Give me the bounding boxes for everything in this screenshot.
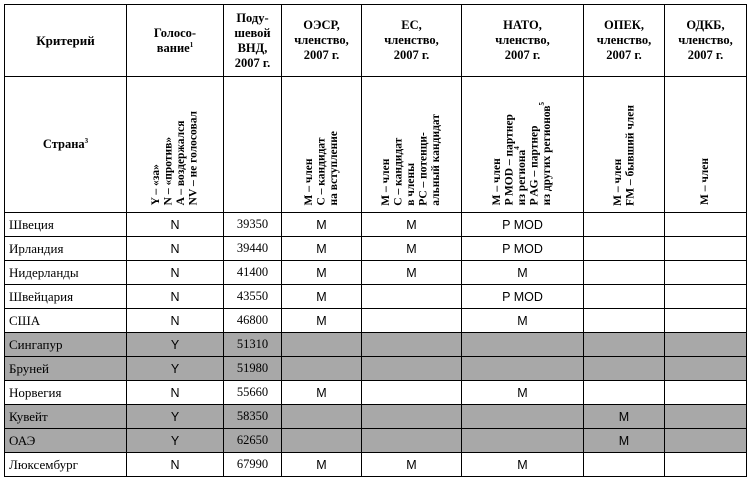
opec-legend <box>584 77 665 213</box>
csto-legend <box>665 77 747 213</box>
legend-line <box>513 102 529 206</box>
table-row <box>5 261 747 285</box>
nato-cell: M <box>462 261 584 285</box>
oecd-cell: M <box>282 213 362 237</box>
table-body <box>5 213 747 477</box>
gni-cell: 67990 <box>224 453 282 477</box>
table-row <box>5 453 747 477</box>
legend-line: NV – не голосовал <box>187 111 200 206</box>
eu-header-line: ЕС, <box>401 18 422 32</box>
opec-header-line: ОПЕК, <box>604 18 644 32</box>
opec-header <box>584 5 665 77</box>
nato-cell: M <box>462 381 584 405</box>
legend-row <box>5 77 747 213</box>
gni-cell: 41400 <box>224 261 282 285</box>
table-row <box>5 357 747 381</box>
nato-cell <box>462 429 584 453</box>
gni-header-line: ВНД, <box>237 40 268 55</box>
gni-cell: 43550 <box>224 285 282 309</box>
eu-cell: M <box>362 213 462 237</box>
legend-line: в члены <box>405 162 418 206</box>
nato-cell: P MOD <box>462 285 584 309</box>
legend-line: Y – «за» <box>150 164 162 206</box>
opec-cell <box>584 309 665 333</box>
country-header <box>5 77 127 213</box>
opec-cell <box>584 261 665 285</box>
table-row <box>5 405 747 429</box>
gni-header-line: Поду- <box>236 10 269 25</box>
legend-line: M – член <box>380 158 393 206</box>
country-header-label: Страна <box>42 137 85 151</box>
legend-line: C – кандидат <box>315 137 328 206</box>
oecd-cell <box>282 429 362 453</box>
eu-legend <box>362 77 462 213</box>
country-cell: ОАЭ <box>5 429 127 453</box>
nato-header-line: НАТО, <box>503 18 542 32</box>
opec-header-line: членство, <box>596 33 652 47</box>
eu-header-line: членство, <box>384 33 439 47</box>
legend-line: M – член <box>699 158 712 206</box>
legend-line: на вступление <box>327 131 340 206</box>
opec-cell <box>584 285 665 309</box>
country-cell: Швейцария <box>5 285 127 309</box>
opec-cell <box>584 357 665 381</box>
csto-header <box>665 5 747 77</box>
oecd-cell <box>282 357 362 381</box>
country-cell: Сингапур <box>5 333 127 357</box>
eu-cell: M <box>362 237 462 261</box>
eu-cell <box>362 405 462 429</box>
vote-cell: Y <box>127 333 224 357</box>
legend-line: M – член <box>491 158 504 206</box>
csto-cell <box>665 333 747 357</box>
eu-cell <box>362 357 462 381</box>
legend-line: C – кандидат <box>392 137 405 206</box>
vote-cell: N <box>127 381 224 405</box>
gni-header-line: шевой <box>234 25 271 40</box>
data-table <box>4 4 747 477</box>
eu-cell <box>362 309 462 333</box>
vote-cell: Y <box>127 405 224 429</box>
legend-line: P AG – партнер <box>528 125 541 206</box>
eu-cell <box>362 333 462 357</box>
gni-cell: 39440 <box>224 237 282 261</box>
csto-cell <box>665 213 747 237</box>
oecd-header-line: ОЭСР, <box>303 18 340 32</box>
vote-cell: N <box>127 261 224 285</box>
opec-cell: M <box>584 429 665 453</box>
table-row <box>5 309 747 333</box>
vote-cell: Y <box>127 357 224 381</box>
table-row <box>5 285 747 309</box>
country-cell: Норвегия <box>5 381 127 405</box>
gni-cell: 62650 <box>224 429 282 453</box>
table-row <box>5 213 747 237</box>
vote-cell: N <box>127 453 224 477</box>
csto-cell <box>665 381 747 405</box>
csto-cell <box>665 405 747 429</box>
csto-cell <box>665 309 747 333</box>
eu-header-line: 2007 г. <box>393 48 430 62</box>
gni-cell: 39350 <box>224 213 282 237</box>
oecd-cell: M <box>282 261 362 285</box>
nato-cell: P MOD <box>462 213 584 237</box>
eu-header <box>362 5 462 77</box>
legend-line: M – член <box>302 158 315 206</box>
nato-header <box>462 5 584 77</box>
oecd-header-line: 2007 г. <box>303 48 340 62</box>
nato-cell: P MOD <box>462 237 584 261</box>
vote-header: Голосо- вание$^1$ <box>127 5 224 77</box>
legend-line <box>538 102 554 206</box>
gni-cell: 51310 <box>224 333 282 357</box>
gni-header-line: 2007 г. <box>234 55 271 70</box>
country-cell: Бруней <box>5 357 127 381</box>
oecd-cell: M <box>282 285 362 309</box>
legend-line-text: из региона <box>516 149 529 206</box>
csto-cell <box>665 357 747 381</box>
table-row <box>5 429 747 453</box>
oecd-header-line: членство, <box>294 33 349 47</box>
opec-cell <box>584 453 665 477</box>
oecd-legend <box>282 77 362 213</box>
country-cell: Швеция <box>5 213 127 237</box>
vote-legend <box>127 77 224 213</box>
vote-cell: N <box>127 285 224 309</box>
nato-cell <box>462 333 584 357</box>
oecd-header <box>282 5 362 77</box>
oecd-cell: M <box>282 237 362 261</box>
vote-cell: N <box>127 213 224 237</box>
csto-header-line: ОДКБ, <box>686 18 725 32</box>
country-header-sup: 3 <box>84 136 89 145</box>
table-row <box>5 381 747 405</box>
country-cell: Кувейт <box>5 405 127 429</box>
csto-header-line: 2007 г. <box>687 48 724 62</box>
legend-line: A – воздержался <box>175 120 187 206</box>
country-cell: Нидерланды <box>5 261 127 285</box>
oecd-cell <box>282 333 362 357</box>
opec-cell <box>584 237 665 261</box>
gni-cell: 46800 <box>224 309 282 333</box>
eu-cell <box>362 429 462 453</box>
opec-header-line: 2007 г. <box>606 48 642 62</box>
oecd-cell <box>282 405 362 429</box>
vote-cell: N <box>127 237 224 261</box>
criterion-header: Критерий <box>5 5 127 77</box>
legend-line: P MOD – партнер <box>503 114 516 206</box>
gni-legend <box>224 77 282 213</box>
gni-cell: 55660 <box>224 381 282 405</box>
csto-cell <box>665 429 747 453</box>
header-row <box>5 5 747 77</box>
legend-line: N – «против» <box>162 137 175 206</box>
csto-header-line: членство, <box>678 33 733 47</box>
legend-line-text: из других регионов <box>541 105 554 206</box>
gni-cell: 51980 <box>224 357 282 381</box>
table-row <box>5 333 747 357</box>
vote-cell: N <box>127 309 224 333</box>
oecd-cell: M <box>282 381 362 405</box>
gni-cell: 58350 <box>224 405 282 429</box>
country-cell: США <box>5 309 127 333</box>
country-cell: Люксембург <box>5 453 127 477</box>
legend-sup: 5 <box>538 102 547 106</box>
nato-legend <box>462 77 584 213</box>
legend-sup: 4 <box>513 146 522 150</box>
eu-cell <box>362 381 462 405</box>
opec-cell <box>584 381 665 405</box>
nato-cell: M <box>462 309 584 333</box>
legend-line: M – член <box>611 158 624 206</box>
vote-header-sup: 1 <box>189 40 194 49</box>
nato-header-line: 2007 г. <box>504 48 541 62</box>
nato-cell: M <box>462 453 584 477</box>
vote-cell: Y <box>127 429 224 453</box>
legend-line: PC – потенци- <box>417 131 430 206</box>
opec-cell: M <box>584 405 665 429</box>
legend-line: альный кандидат <box>430 113 443 206</box>
nato-cell <box>462 405 584 429</box>
opec-cell <box>584 213 665 237</box>
csto-cell <box>665 237 747 261</box>
eu-cell <box>362 285 462 309</box>
oecd-cell: M <box>282 309 362 333</box>
opec-cell <box>584 333 665 357</box>
csto-cell <box>665 261 747 285</box>
nato-cell <box>462 357 584 381</box>
country-cell: Ирландия <box>5 237 127 261</box>
eu-cell: M <box>362 261 462 285</box>
csto-cell <box>665 453 747 477</box>
nato-header-line: членство, <box>495 33 550 47</box>
csto-cell <box>665 285 747 309</box>
oecd-cell: M <box>282 453 362 477</box>
eu-cell: M <box>362 453 462 477</box>
legend-line: FM – бывший член <box>624 104 636 206</box>
vote-header-title: вание <box>156 40 190 55</box>
gni-header <box>224 5 282 77</box>
table-row <box>5 237 747 261</box>
